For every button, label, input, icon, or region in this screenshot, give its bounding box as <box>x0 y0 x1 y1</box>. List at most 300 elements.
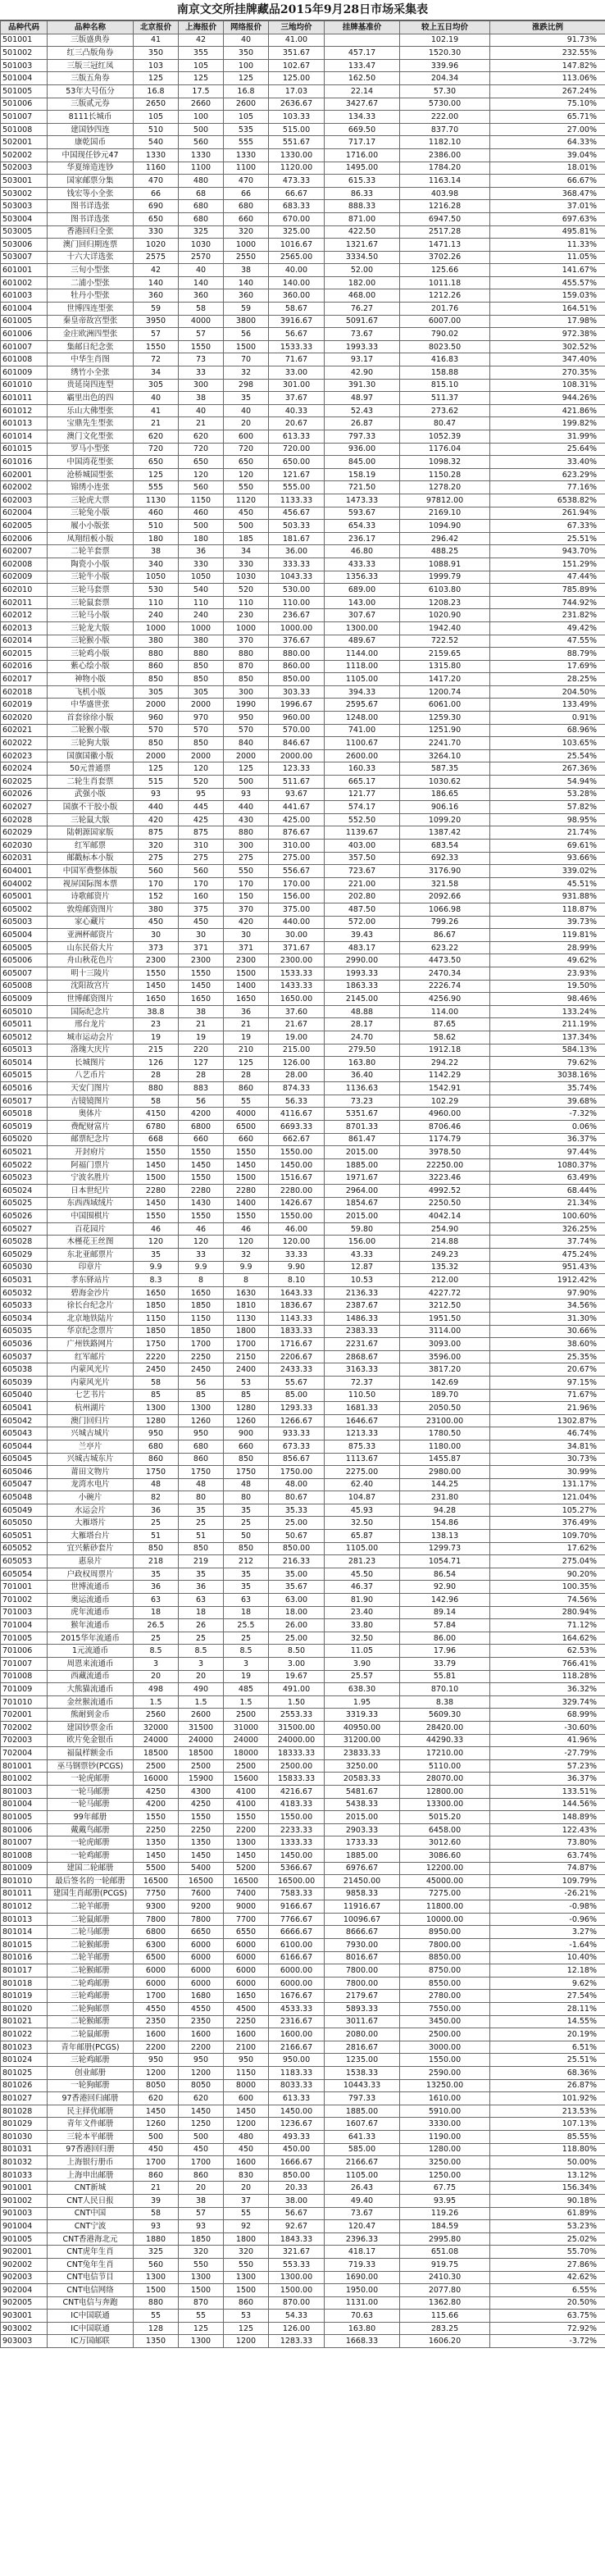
cell-five-day-avg: 28420.00 <box>400 1721 490 1734</box>
table-row <box>1 2105 605 2118</box>
table-row <box>1 685 605 699</box>
cell-code: 602003 <box>1 494 48 507</box>
table-row <box>1 1466 605 1479</box>
cell-change-ratio: 6.51% <box>490 2041 605 2054</box>
cell-base-price: 2595.67 <box>325 699 400 712</box>
cell-change-ratio: 213.53% <box>490 2105 605 2118</box>
cell-shanghai: 19 <box>179 1031 224 1044</box>
cell-shanghai: 425 <box>179 813 224 826</box>
cell-code: 605024 <box>1 1185 48 1198</box>
cell-code: 601011 <box>1 392 48 405</box>
cell-base-price: 2396.33 <box>325 2232 400 2246</box>
cell-beijing: 4200 <box>134 1798 179 1811</box>
cell-five-day-avg: 1780.50 <box>400 1427 490 1440</box>
cell-name: 二轮狗邮票 <box>48 2003 134 2016</box>
cell-shanghai: 2600 <box>179 1709 224 1722</box>
cell-code: 801012 <box>1 1900 48 1914</box>
cell-change-ratio: -27.79% <box>490 1747 605 1760</box>
cell-base-price: 797.33 <box>325 430 400 444</box>
cell-name: 澳门文化型张 <box>48 430 134 444</box>
cell-beijing: 960 <box>134 712 179 725</box>
cell-base-price: 487.50 <box>325 903 400 916</box>
cell-five-day-avg: 790.02 <box>400 328 490 341</box>
cell-beijing: 8050 <box>134 2079 179 2092</box>
cell-beijing: 1550 <box>134 340 179 353</box>
cell-change-ratio: 28.11% <box>490 2003 605 2016</box>
cell-beijing: 46 <box>134 1222 179 1236</box>
cell-base-price: 593.67 <box>325 507 400 520</box>
cell-base-price: 2179.67 <box>325 1990 400 2003</box>
cell-average: 553.33 <box>269 2258 325 2271</box>
cell-online: 4000 <box>224 1108 269 1121</box>
cell-five-day-avg: 3250.00 <box>400 2156 490 2169</box>
table-row <box>1 2041 605 2054</box>
cell-base-price: 721.50 <box>325 481 400 494</box>
cell-code: 801008 <box>1 1849 48 1862</box>
cell-change-ratio: 151.29% <box>490 558 605 571</box>
table-row <box>1 954 605 967</box>
cell-shanghai: 2000 <box>179 699 224 712</box>
cell-average: 56.33 <box>269 1095 325 1108</box>
cell-shanghai: 860 <box>179 2169 224 2182</box>
cell-name: 古镜镜图片 <box>48 1095 134 1108</box>
cell-base-price: 10443.33 <box>325 2079 400 2092</box>
cell-online: 2150 <box>224 1350 269 1363</box>
cell-base-price: 45.93 <box>325 1504 400 1517</box>
cell-five-day-avg: 1278.20 <box>400 481 490 494</box>
cell-online: 16.8 <box>224 84 269 98</box>
cell-code: 601006 <box>1 328 48 341</box>
cell-base-price: 307.67 <box>325 609 400 622</box>
cell-change-ratio: 63.74% <box>490 1849 605 1862</box>
cell-code: 605004 <box>1 929 48 942</box>
cell-online: 320 <box>224 2246 269 2259</box>
cell-five-day-avg: 13250.00 <box>400 2079 490 2092</box>
cell-code: 901005 <box>1 2232 48 2246</box>
cell-change-ratio: 21.74% <box>490 826 605 840</box>
cell-beijing: 7750 <box>134 1887 179 1900</box>
cell-code: 902003 <box>1 2271 48 2284</box>
table-row <box>1 1836 605 1850</box>
cell-name: 三轮马小版 <box>48 609 134 622</box>
cell-beijing: 35 <box>134 1568 179 1581</box>
cell-shanghai: 680 <box>179 212 224 225</box>
table-row <box>1 877 605 890</box>
table-row <box>1 929 605 942</box>
cell-shanghai: 480 <box>179 175 224 188</box>
cell-five-day-avg: 201.76 <box>400 303 490 316</box>
cell-base-price: 23833.33 <box>325 1747 400 1760</box>
cell-base-price: 418.17 <box>325 2246 400 2259</box>
cell-online: 1200 <box>224 2118 269 2131</box>
table-row <box>1 1862 605 1875</box>
cell-shanghai: 4250 <box>179 1798 224 1811</box>
cell-beijing: 2300 <box>134 954 179 967</box>
cell-shanghai: 1550 <box>179 340 224 353</box>
cell-shanghai: 850 <box>179 660 224 673</box>
cell-average: 33.33 <box>269 1249 325 1262</box>
cell-shanghai: 4000 <box>179 315 224 328</box>
cell-online: 31000 <box>224 1721 269 1734</box>
cell-name: 二浦小型张 <box>48 276 134 289</box>
cell-five-day-avg: 2995.80 <box>400 2232 490 2246</box>
cell-name: 日本世纪片 <box>48 1185 134 1198</box>
cell-beijing: 1330 <box>134 148 179 162</box>
cell-five-day-avg: 184.59 <box>400 2220 490 2233</box>
cell-name: 红三凸版角券 <box>48 47 134 60</box>
cell-beijing: 570 <box>134 724 179 737</box>
table-row <box>1 1031 605 1044</box>
cell-beijing: 38 <box>134 545 179 558</box>
cell-online: 370 <box>224 635 269 648</box>
cell-base-price: 5438.33 <box>325 1798 400 1811</box>
cell-beijing: 1700 <box>134 1990 179 2003</box>
cell-change-ratio: 0.06% <box>490 1121 605 1134</box>
cell-beijing: 530 <box>134 584 179 597</box>
cell-base-price: 73.67 <box>325 328 400 341</box>
cell-beijing: 125 <box>134 72 179 85</box>
cell-average: 21.67 <box>269 1018 325 1031</box>
table-row <box>1 1350 605 1363</box>
cell-beijing: 850 <box>134 1542 179 1555</box>
cell-online: 150 <box>224 890 269 903</box>
cell-change-ratio: 39.04% <box>490 148 605 162</box>
cell-average: 275.00 <box>269 852 325 865</box>
cell-code: 503004 <box>1 212 48 225</box>
header-five-day-avg: 较上五日均价 <box>400 21 490 34</box>
cell-name: 木槿花王丝图 <box>48 1236 134 1249</box>
cell-base-price: 1213.33 <box>325 1427 400 1440</box>
cell-average: 20.67 <box>269 417 325 430</box>
cell-change-ratio: 118.80% <box>490 2143 605 2156</box>
cell-online: 1800 <box>224 1325 269 1338</box>
cell-five-day-avg: 1174.79 <box>400 1133 490 1146</box>
cell-base-price: 1248.00 <box>325 712 400 725</box>
table-row <box>1 2156 605 2169</box>
cell-name: 二轮生肖套票 <box>48 776 134 789</box>
cell-online: 2500 <box>224 1759 269 1773</box>
cell-online: 2550 <box>224 251 269 264</box>
cell-shanghai: 7800 <box>179 1913 224 1926</box>
cell-code: 605011 <box>1 1018 48 1031</box>
cell-code: 501003 <box>1 59 48 72</box>
cell-shanghai: 20 <box>179 2182 224 2195</box>
cell-name: 牡丹小型张 <box>48 289 134 303</box>
cell-shanghai: 1680 <box>179 1990 224 2003</box>
cell-code: 602029 <box>1 826 48 840</box>
cell-average: 310.00 <box>269 840 325 853</box>
cell-name: 惠泉片 <box>48 1555 134 1568</box>
cell-change-ratio: 35.74% <box>490 1082 605 1095</box>
cell-shanghai: 1650 <box>179 1286 224 1299</box>
cell-name: 飞机小版 <box>48 685 134 699</box>
cell-shanghai: 24000 <box>179 1734 224 1747</box>
cell-online: 440 <box>224 801 269 814</box>
cell-average: 1550.00 <box>269 1146 325 1159</box>
cell-change-ratio: 69.61% <box>490 840 605 853</box>
cell-beijing: 2280 <box>134 1185 179 1198</box>
cell-online: 360 <box>224 289 269 303</box>
cell-beijing: 1850 <box>134 1325 179 1338</box>
cell-average: 35.00 <box>269 1568 325 1581</box>
cell-name: 神物小版 <box>48 673 134 686</box>
cell-five-day-avg: 3212.50 <box>400 1299 490 1313</box>
table-row <box>1 609 605 622</box>
table-row <box>1 826 605 840</box>
cell-base-price: 457.17 <box>325 47 400 60</box>
cell-average: 870.00 <box>269 2296 325 2310</box>
cell-shanghai: 240 <box>179 609 224 622</box>
table-row <box>1 1197 605 1210</box>
cell-five-day-avg: 158.88 <box>400 366 490 380</box>
cell-beijing: 57 <box>134 328 179 341</box>
cell-shanghai: 120 <box>179 762 224 776</box>
cell-base-price: 3334.50 <box>325 251 400 264</box>
cell-online: 660 <box>224 212 269 225</box>
cell-five-day-avg: 3114.00 <box>400 1325 490 1338</box>
cell-beijing: 66 <box>134 187 179 200</box>
cell-code: 903002 <box>1 2322 48 2335</box>
cell-five-day-avg: 692.33 <box>400 852 490 865</box>
cell-base-price: 936.00 <box>325 443 400 456</box>
cell-change-ratio: 31.99% <box>490 430 605 444</box>
cell-average: 1330.00 <box>269 148 325 162</box>
cell-five-day-avg: 906.16 <box>400 801 490 814</box>
cell-code: 605020 <box>1 1133 48 1146</box>
cell-shanghai: 375 <box>179 903 224 916</box>
table-row <box>1 72 605 85</box>
cell-five-day-avg: 1200.74 <box>400 685 490 699</box>
cell-name: 53年大号伍分 <box>48 84 134 98</box>
cell-online: 18 <box>224 1606 269 1619</box>
cell-code: 903001 <box>1 2310 48 2323</box>
cell-code: 601013 <box>1 417 48 430</box>
cell-shanghai: 6000 <box>179 1939 224 1952</box>
table-row <box>1 558 605 571</box>
cell-online: 7700 <box>224 1913 269 1926</box>
cell-five-day-avg: 2226.74 <box>400 980 490 993</box>
cell-code: 801018 <box>1 1977 48 1990</box>
header-change-ratio: 涨跌比例 <box>490 21 605 34</box>
cell-name: CNT人民日报 <box>48 2194 134 2207</box>
cell-five-day-avg: 403.98 <box>400 187 490 200</box>
cell-code: 601009 <box>1 366 48 380</box>
cell-code: 701003 <box>1 1606 48 1619</box>
cell-beijing: 360 <box>134 289 179 303</box>
cell-beijing: 1750 <box>134 1338 179 1351</box>
cell-change-ratio: 204.50% <box>490 685 605 699</box>
cell-five-day-avg: 651.08 <box>400 2246 490 2259</box>
cell-five-day-avg: 7275.00 <box>400 1887 490 1900</box>
cell-name: 山东民俗大片 <box>48 941 134 954</box>
cell-online: 950 <box>224 2054 269 2067</box>
cell-average: 40.33 <box>269 404 325 417</box>
table-row <box>1 1683 605 1696</box>
cell-average: 31500.00 <box>269 1721 325 1734</box>
cell-base-price: 1100.67 <box>325 737 400 750</box>
cell-base-price: 11.05 <box>325 1645 400 1658</box>
cell-shanghai: 180 <box>179 532 224 545</box>
cell-average: 9166.67 <box>269 1900 325 1914</box>
cell-five-day-avg: 2780.00 <box>400 1990 490 2003</box>
cell-five-day-avg: 1142.29 <box>400 1069 490 1082</box>
cell-average: 670.00 <box>269 212 325 225</box>
cell-name: 二轮猴邮册 <box>48 1964 134 1978</box>
cell-base-price: 1105.00 <box>325 2169 400 2182</box>
cell-name: 一轮虎邮册 <box>48 1836 134 1850</box>
cell-name: 青年文件邮册 <box>48 2118 134 2131</box>
cell-beijing: 20 <box>134 1670 179 1683</box>
cell-online: 56 <box>224 328 269 341</box>
cell-change-ratio: 25.51% <box>490 2054 605 2067</box>
cell-base-price: 3.90 <box>325 1658 400 1671</box>
cell-code: 801019 <box>1 1990 48 2003</box>
cell-five-day-avg: 1180.00 <box>400 1440 490 1453</box>
cell-online: 32 <box>224 1249 269 1262</box>
cell-name: 99年邮册 <box>48 1811 134 1824</box>
cell-name: 97香港回归邮册 <box>48 2092 134 2105</box>
table-row <box>1 1632 605 1645</box>
cell-base-price: 394.33 <box>325 685 400 699</box>
cell-change-ratio: 137.34% <box>490 1031 605 1044</box>
cell-change-ratio: 943.70% <box>490 545 605 558</box>
cell-average: 1120.00 <box>269 162 325 175</box>
cell-code: 605025 <box>1 1197 48 1210</box>
cell-change-ratio: 231.82% <box>490 609 605 622</box>
cell-name: 履小小版张 <box>48 520 134 533</box>
cell-average: 662.67 <box>269 1133 325 1146</box>
cell-shanghai: 1700 <box>179 2156 224 2169</box>
cell-code: 602012 <box>1 609 48 622</box>
cell-change-ratio: 93.66% <box>490 852 605 865</box>
table-row <box>1 2232 605 2246</box>
cell-average: 360.00 <box>269 289 325 303</box>
market-table <box>0 20 605 2348</box>
cell-five-day-avg: 86.67 <box>400 929 490 942</box>
cell-beijing: 450 <box>134 2143 179 2156</box>
cell-name: 三版贰元券 <box>48 98 134 111</box>
cell-online: 850 <box>224 673 269 686</box>
cell-online: 6000 <box>224 1977 269 1990</box>
cell-five-day-avg: 1250.00 <box>400 2169 490 2182</box>
cell-code: 902001 <box>1 2246 48 2259</box>
cell-code: 605034 <box>1 1312 48 1325</box>
table-row <box>1 353 605 366</box>
cell-code: 605003 <box>1 916 48 929</box>
cell-online: 298 <box>224 379 269 392</box>
cell-base-price: 861.47 <box>325 1133 400 1146</box>
cell-code: 503002 <box>1 187 48 200</box>
cell-online: 35 <box>224 392 269 405</box>
cell-code: 503007 <box>1 251 48 264</box>
cell-name: 沈阳故宫片 <box>48 980 134 993</box>
cell-name: 华京纪念票片 <box>48 1325 134 1338</box>
cell-code: 602015 <box>1 648 48 661</box>
cell-average: 170.00 <box>269 877 325 890</box>
cell-beijing: 26.5 <box>134 1619 179 1632</box>
cell-five-day-avg: 4227.72 <box>400 1286 490 1299</box>
cell-base-price: 2387.67 <box>325 1299 400 1313</box>
cell-shanghai: 6000 <box>179 1951 224 1964</box>
cell-online: 1500 <box>224 967 269 980</box>
cell-code: 601010 <box>1 379 48 392</box>
cell-beijing: 620 <box>134 430 179 444</box>
cell-beijing: 4150 <box>134 1108 179 1121</box>
cell-shanghai: 30 <box>179 929 224 942</box>
cell-code: 801031 <box>1 2143 48 2156</box>
cell-base-price: 871.00 <box>325 212 400 225</box>
cell-shanghai: 36 <box>179 545 224 558</box>
cell-shanghai: 120 <box>179 468 224 481</box>
cell-five-day-avg: 3176.90 <box>400 865 490 878</box>
cell-beijing: 2500 <box>134 1759 179 1773</box>
cell-five-day-avg: 6458.00 <box>400 1823 490 1836</box>
cell-base-price: 28.17 <box>325 1018 400 1031</box>
cell-beijing: 880 <box>134 1082 179 1095</box>
cell-five-day-avg: 1550.00 <box>400 2054 490 2067</box>
cell-base-price: 572.00 <box>325 916 400 929</box>
header-shanghai: 上海报价 <box>179 21 224 34</box>
cell-average: 50.67 <box>269 1530 325 1543</box>
cell-change-ratio: 103.65% <box>490 737 605 750</box>
cell-base-price: 65.87 <box>325 1530 400 1543</box>
cell-shanghai: 970 <box>179 712 224 725</box>
cell-name: 2015华年流通币 <box>48 1632 134 1645</box>
cell-beijing: 72 <box>134 353 179 366</box>
cell-code: 702004 <box>1 1747 48 1760</box>
cell-five-day-avg: 57.84 <box>400 1619 490 1632</box>
cell-change-ratio: 12.18% <box>490 1964 605 1978</box>
cell-five-day-avg: 1259.30 <box>400 712 490 725</box>
cell-change-ratio: 39.73% <box>490 916 605 929</box>
cell-average: 58.67 <box>269 303 325 316</box>
cell-five-day-avg: 2980.00 <box>400 1466 490 1479</box>
table-row <box>1 2335 605 2348</box>
cell-shanghai: 490 <box>179 1683 224 1696</box>
cell-five-day-avg: 3223.46 <box>400 1172 490 1185</box>
cell-five-day-avg: 294.22 <box>400 1057 490 1070</box>
cell-online: 2500 <box>224 1709 269 1722</box>
cell-change-ratio: 36.37% <box>490 1133 605 1146</box>
table-row <box>1 1977 605 1990</box>
cell-base-price: 1495.00 <box>325 162 400 175</box>
cell-average: 125.00 <box>269 72 325 85</box>
cell-code: 801005 <box>1 1811 48 1824</box>
cell-average: 530.00 <box>269 584 325 597</box>
cell-five-day-avg: 273.62 <box>400 404 490 417</box>
cell-shanghai: 58 <box>179 303 224 316</box>
cell-code: 605039 <box>1 1376 48 1389</box>
cell-online: 35 <box>224 1568 269 1581</box>
cell-name: 猴年流通币 <box>48 1619 134 1632</box>
cell-change-ratio: 63.75% <box>490 2310 605 2323</box>
cell-base-price: 73.67 <box>325 2207 400 2220</box>
cell-change-ratio: 27.54% <box>490 1990 605 2003</box>
cell-change-ratio: 133.24% <box>490 1005 605 1018</box>
cell-change-ratio: 455.57% <box>490 276 605 289</box>
cell-change-ratio: 10.40% <box>490 1951 605 1964</box>
table-row <box>1 468 605 481</box>
table-row <box>1 621 605 635</box>
cell-five-day-avg: 212.00 <box>400 1274 490 1287</box>
cell-change-ratio: 38.60% <box>490 1338 605 1351</box>
cell-base-price: 45.50 <box>325 1568 400 1581</box>
cell-shanghai: 1.5 <box>179 1695 224 1709</box>
cell-shanghai: 880 <box>179 648 224 661</box>
cell-five-day-avg: 214.88 <box>400 1236 490 1249</box>
cell-base-price: 43.33 <box>325 1249 400 1262</box>
cell-code: 602013 <box>1 621 48 635</box>
